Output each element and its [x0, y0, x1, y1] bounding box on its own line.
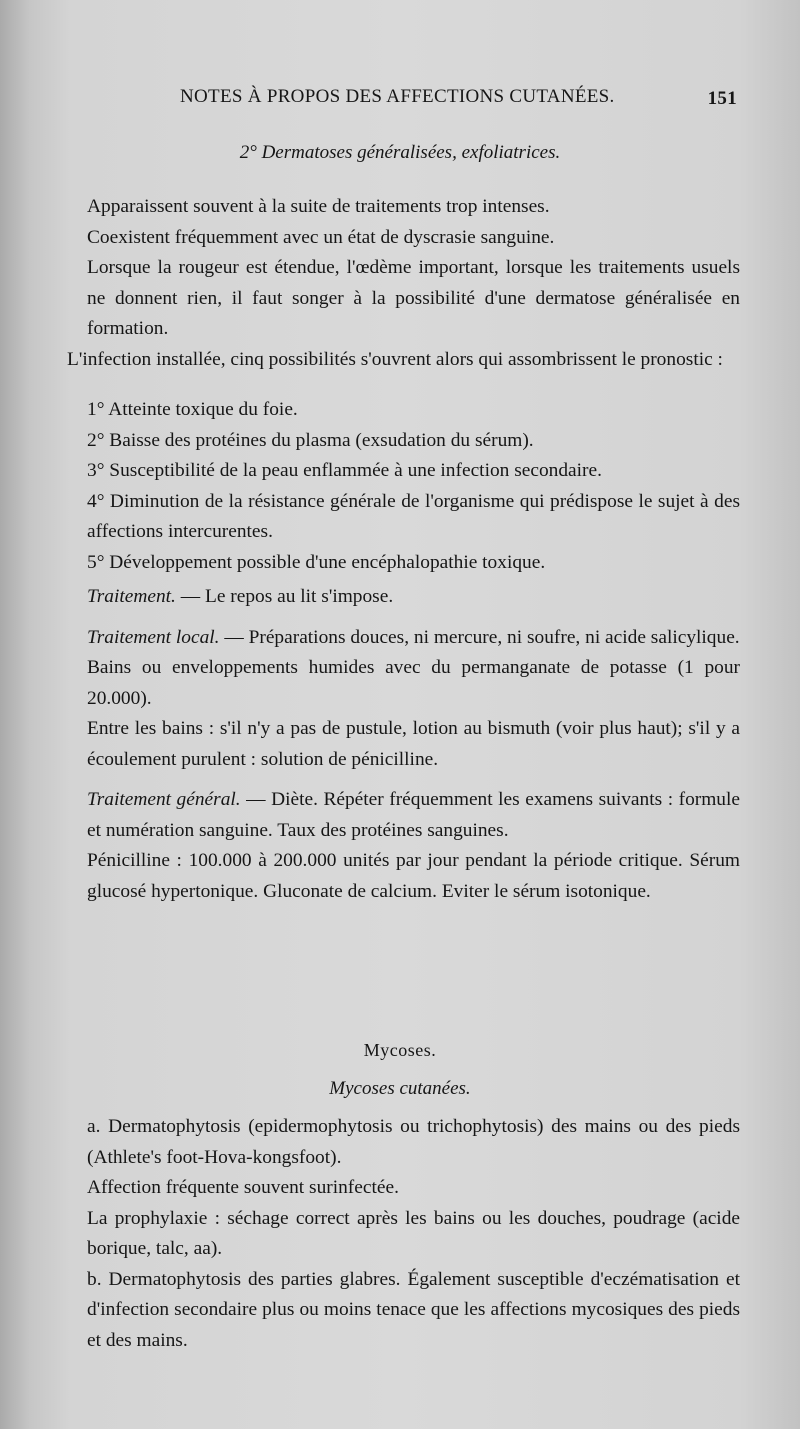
paragraph: La prophylaxie : séchage correct après les bains ou les douches, poudrage (acide borique, talc, aa). [87, 1207, 740, 1259]
paragraph: b. Dermatophytosis des parties glabres. Également susceptible d'eczématisation et d'infection secondaire plus ou moins tenace que les affections mycosiques des pieds et des mains. [87, 1268, 740, 1351]
paragraph: a. Dermatophytosis (epidermophytosis ou trichophytosis) des mains ou des pieds (Athlete's foot-Hova-kongsfoot). [87, 1116, 740, 1168]
header-title: NOTES À PROPOS DES AFFECTIONS CUTANÉES. [180, 86, 615, 107]
traitement-text: — Le repos au lit s'impose. [175, 586, 394, 607]
traitement-local-paragraph [87, 623, 740, 654]
traitement-label: Traitement. [87, 586, 176, 607]
traitement-general-label: Traitement général. [87, 789, 241, 810]
list-item: 2° Baisse des protéines du plasma (exsudation du sérum). [87, 429, 534, 451]
traitement-local-label: Traitement local. [87, 626, 220, 648]
running-header [180, 86, 740, 114]
mycoses-subheading: Mycoses cutanées. [329, 1078, 471, 1099]
list-item: 4° Diminution de la résistance générale de l'organisme qui prédispose le sujet à des affections intercurentes. [87, 490, 740, 542]
mycoses-heading: Mycoses. [363, 1040, 437, 1060]
traitement-general-paragraph [87, 785, 740, 846]
list-item: 1° Atteinte toxique du foie. [87, 399, 298, 420]
section-heading [0, 142, 800, 164]
body-text [67, 192, 740, 907]
mycoses-body [87, 1112, 740, 1356]
traitement-paragraph [87, 582, 740, 613]
list-item: 5° Développement possible d'une encéphalopathie toxique. [87, 551, 546, 573]
paragraph: L'infection installée, cinq possibilités s'ouvrent alors qui assombrissent le pronostic : [67, 348, 723, 370]
paragraph: Coexistent fréquemment avec un état de dyscrasie sanguine. [87, 226, 555, 248]
list-item: 3° Susceptibilité de la peau enflammée à une infection secondaire. [87, 460, 602, 481]
paragraph: Apparaissent souvent à la suite de traitements trop intenses. [87, 196, 550, 217]
section-heading-text: 2° Dermatoses généralisées, exfoliatrices. [239, 142, 561, 163]
paragraph: Entre les bains : s'il n'y a pas de pustule, lotion au bismuth (voir plus haut); s'il y a écoulement purulent : solution de pénicilline. [87, 718, 740, 770]
traitement-local-text: — Préparations douces, ni mercure, ni soufre, ni acide salicylique. [219, 626, 740, 648]
traitement-general-text: — Diète. Répéter fréquemment les examens suivants : formule et numération sanguine. Taux des protéines sanguines. [87, 789, 740, 841]
paragraph: Bains ou enveloppements humides avec du permanganate de potasse (1 pour 20.000). [87, 657, 740, 709]
paragraph: Affection fréquente souvent surinfectée. [87, 1177, 399, 1198]
paragraph: Pénicilline : 100.000 à 200.000 unités par jour pendant la période critique. Sérum glucosé hypertonique. Gluconate de calcium. Eviter le sérum isotonique. [87, 850, 740, 902]
page-number: 151 [707, 88, 737, 109]
paragraph: Lorsque la rougeur est étendue, l'œdème important, lorsque les traitements usuels ne donnent rien, il faut songer à la possibilité d'une dermatose généralisée en formation. [87, 257, 740, 339]
